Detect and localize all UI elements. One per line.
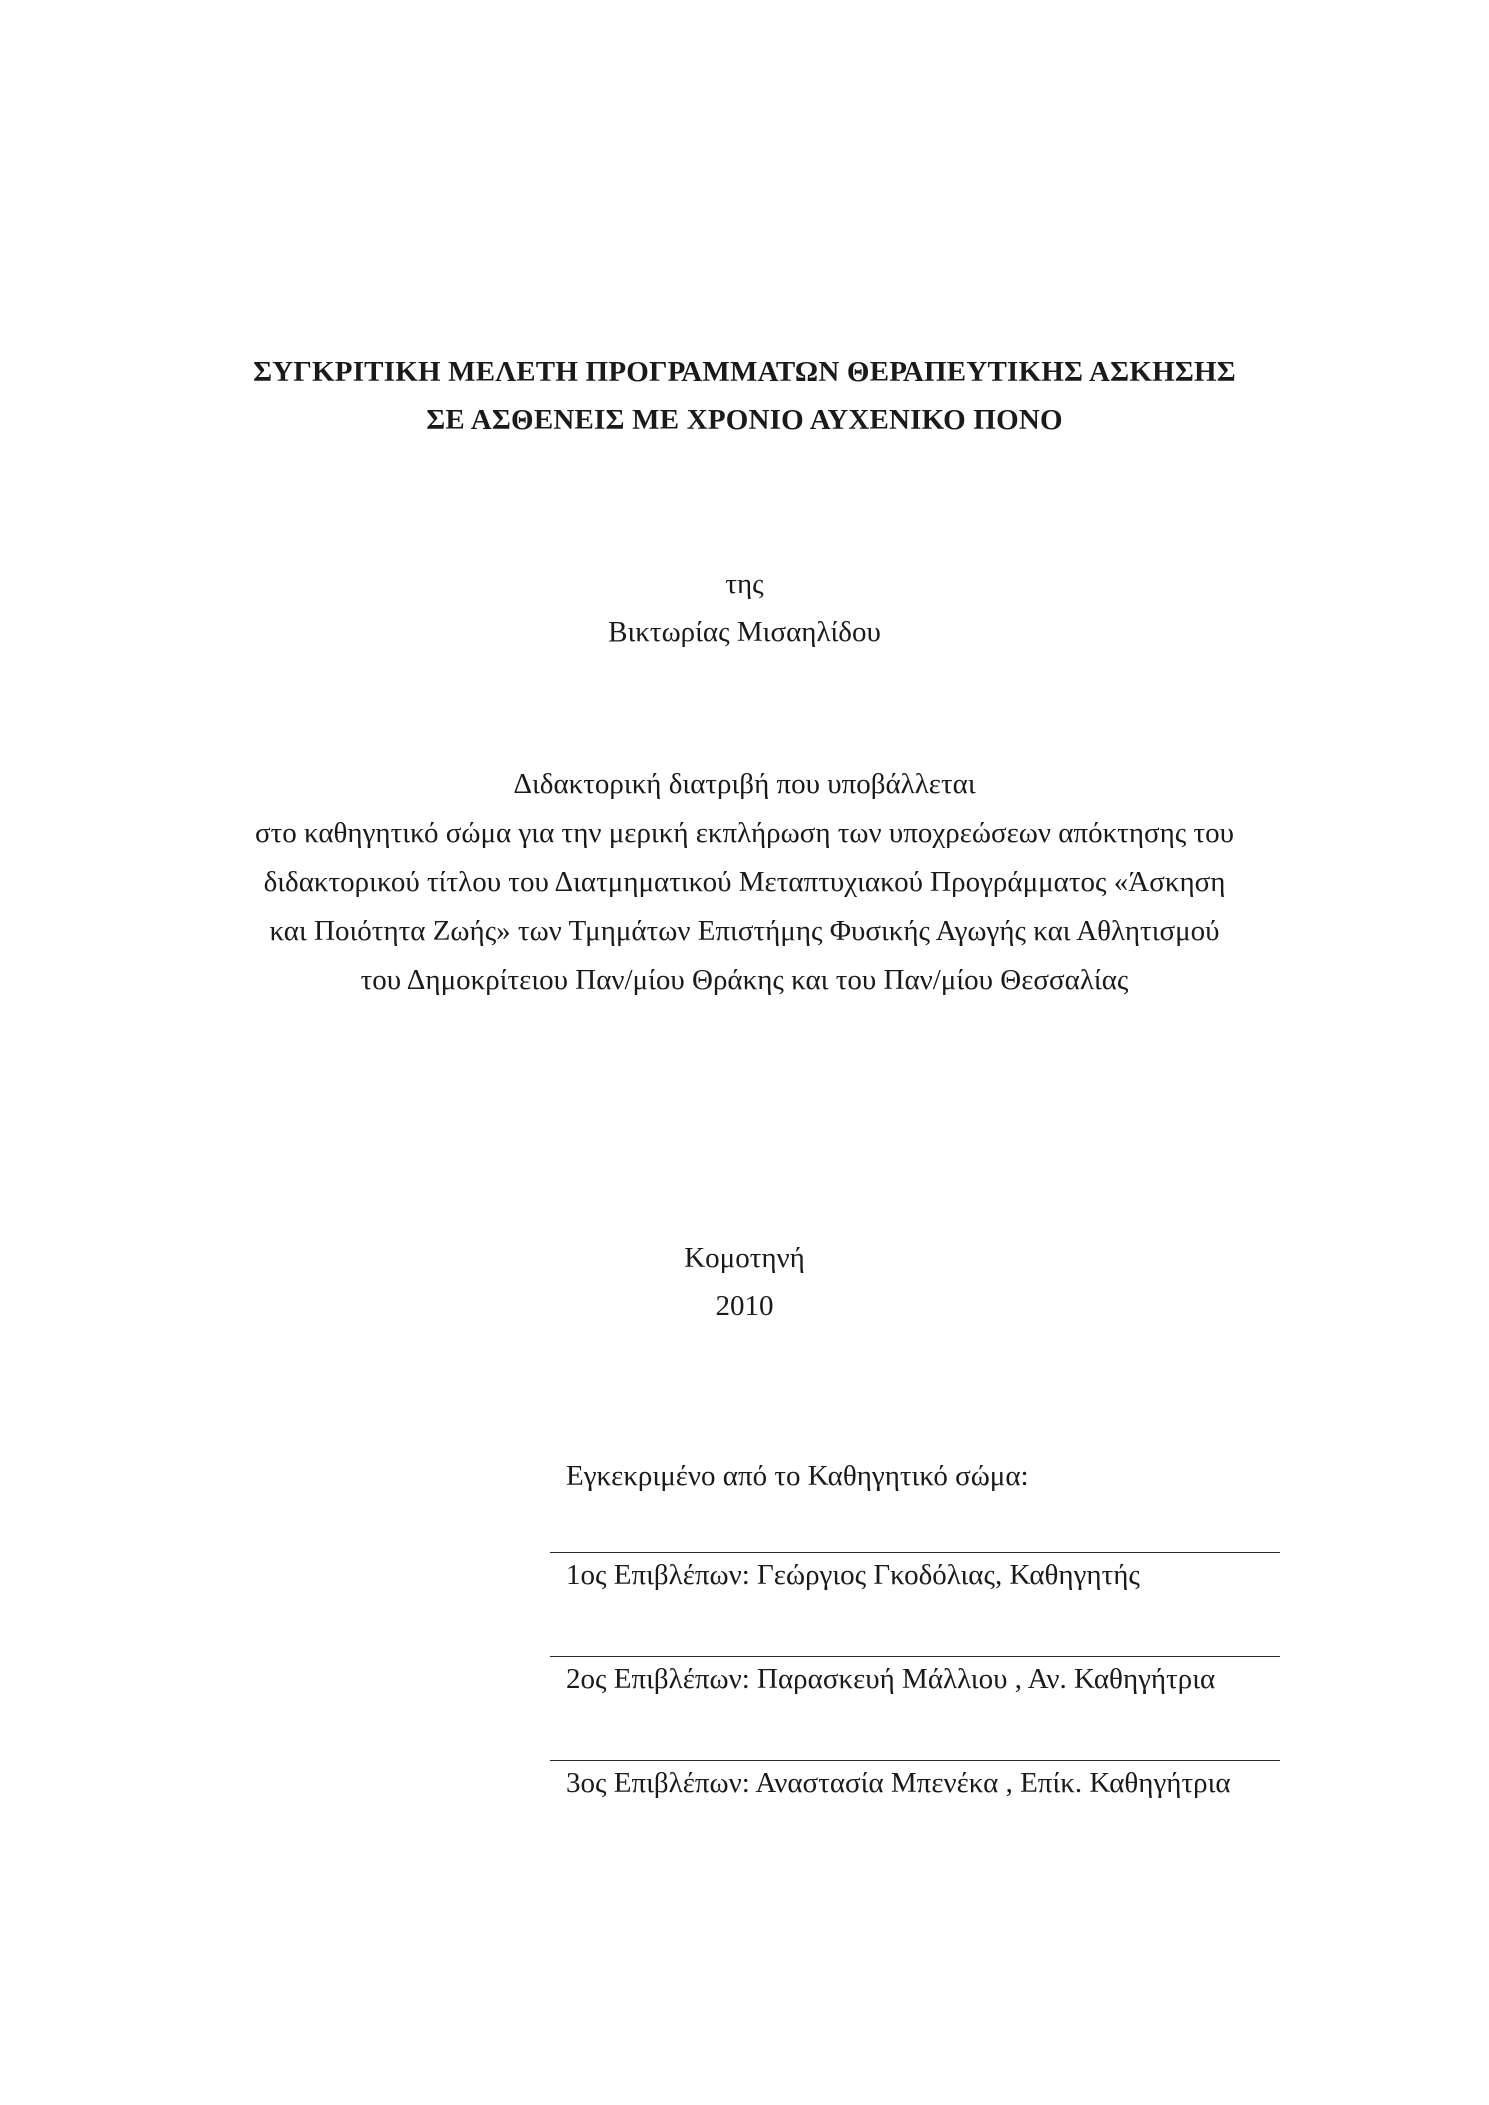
description-line: του Δημοκρίτειου Παν/μίου Θράκης και του Παν/μίου Θεσσαλίας <box>360 964 1129 996</box>
author-block <box>0 560 1489 656</box>
supervisor-1: 1ος Επιβλέπων: Γεώργιος Γκοδόλιας, Καθηγητής <box>566 1559 1140 1591</box>
description-line: και Ποιότητα Ζωής» των Τμημάτων Επιστήμης Φυσικής Αγωγής και Αθλητισμού <box>269 915 1220 947</box>
thesis-title-line-2: ΣΕ ΑΣΘΕΝΕΙΣ ΜΕ ΧΡΟΝΙΟ ΑΥΧΕΝΙΚΟ ΠΟΝΟ <box>426 404 1063 436</box>
author-name: Βικτωρίας Μισαηλίδου <box>608 616 881 648</box>
signature-block-3 <box>550 1760 1280 1803</box>
thesis-title <box>0 348 1489 444</box>
description-line: διδακτορικού τίτλου του Διατμηματικού Μεταπτυχιακού Προγράμματος «Άσκηση <box>263 866 1226 898</box>
description-line: στο καθηγητικό σώμα για την μερική εκπλήρωση των υποχρεώσεων απόκτησης του <box>254 817 1235 849</box>
signature-block-1 <box>550 1552 1280 1595</box>
place-and-year <box>0 1234 1489 1330</box>
year: 2010 <box>715 1290 774 1322</box>
description-line: Διδακτορική διατριβή που υποβάλλεται <box>513 768 976 800</box>
committee-heading: Εγκεκριμένο από το Καθηγητικό σώμα: <box>566 1460 1029 1492</box>
signature-line <box>550 1656 1280 1657</box>
author-prefix: της <box>725 568 764 600</box>
thesis-title-line-1: ΣΥΓΚΡΙΤΙΚΗ ΜΕΛΕΤΗ ΠΡΟΓΡΑΜΜΑΤΩΝ ΘΕΡΑΠΕΥΤΙΚΗΣ ΑΣΚΗΣΗΣ <box>253 356 1236 388</box>
signature-block-2 <box>550 1656 1280 1699</box>
signature-line <box>550 1552 1280 1553</box>
signature-line <box>550 1760 1280 1761</box>
city: Κομοτηνή <box>684 1242 805 1274</box>
supervisor-3: 3ος Επιβλέπων: Αναστασία Μπενέκα , Επίκ. Καθηγήτρια <box>566 1767 1231 1799</box>
thesis-description <box>0 760 1489 1005</box>
supervisor-2: 2ος Επιβλέπων: Παρασκευή Μάλλιου , Αν. Καθηγήτρια <box>566 1663 1216 1695</box>
